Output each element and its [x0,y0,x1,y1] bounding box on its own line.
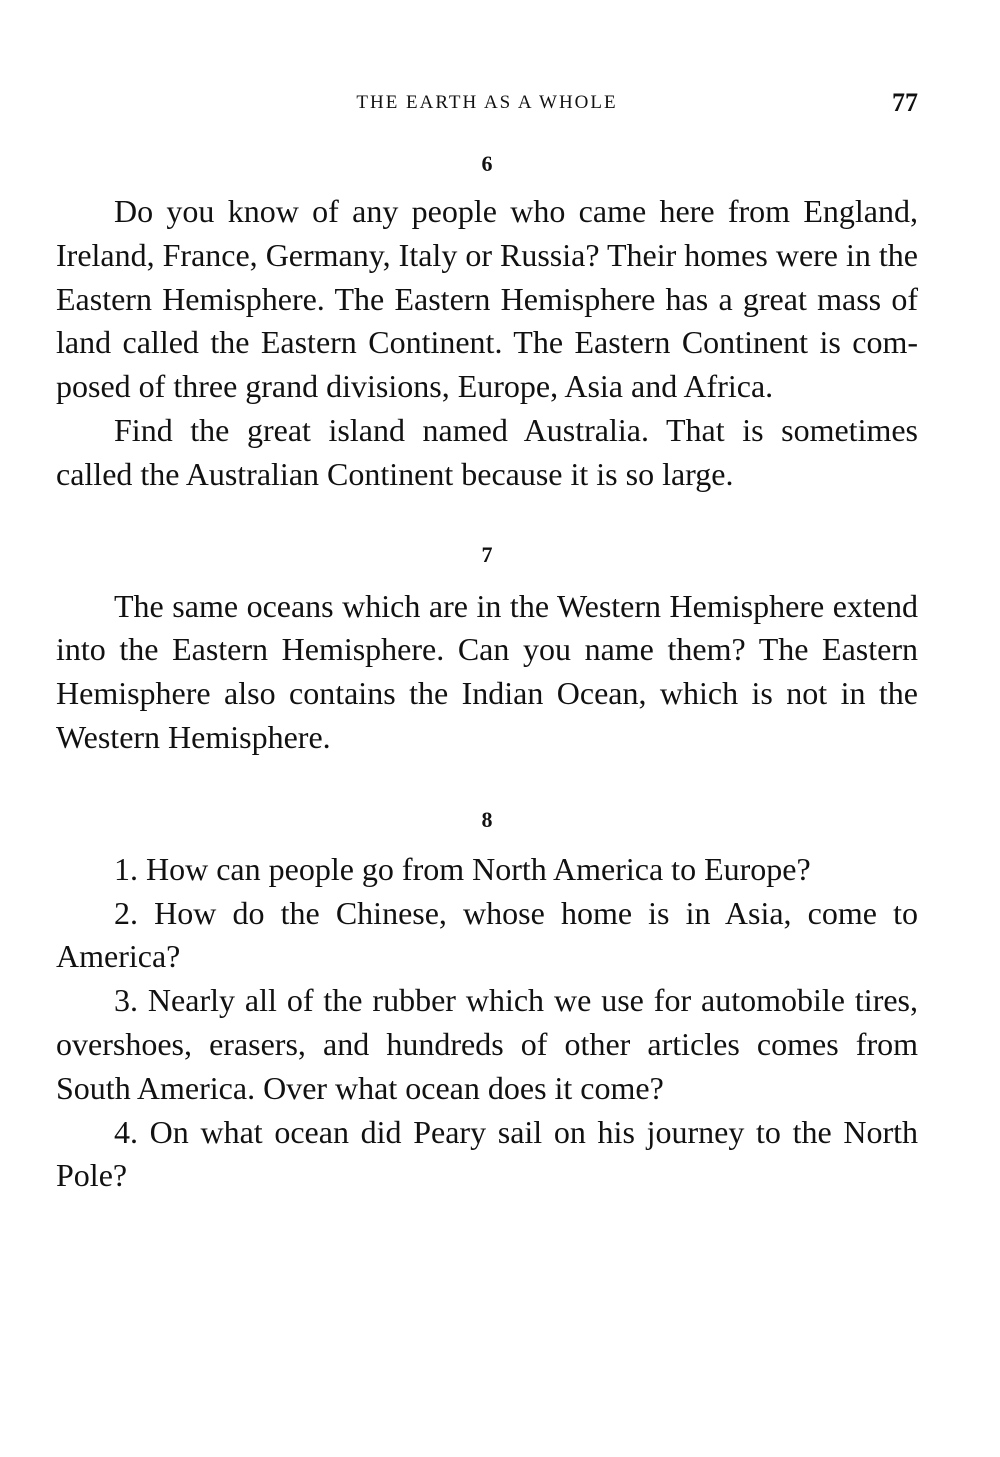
section-number-6: 6 [481,151,493,176]
section-7-paragraph-1: The same oceans which are in the Western Hemisphere extend into the Eastern Hemisphere. Can you name them? The Eastern Hemisphere also contains the Indian Ocean, which is not in the Western Hemisphere. [56,587,918,755]
question-3: 3. Nearly all of the rubber which we use for automobile tires, overshoes, erasers, and hundreds of other articles comes from South America. Over what ocean does it come? [56,982,918,1106]
body-text [56,148,918,1198]
section-number-7: 7 [481,541,493,567]
section-6-paragraph-2: Find the great island named Australia. That is sometimes called the Australian Continent because it is so large. [56,411,918,492]
question-1: 1. How can people go from North America to Europe? [114,850,811,887]
section-number-8: 8 [481,806,493,832]
question-2: 2. How do the Chinese, whose home is in Asia, come to America? [56,894,918,975]
running-head [56,88,918,122]
running-title: THE EARTH AS A WHOLE [356,92,618,113]
question-4: 4. On what ocean did Peary sail on his journey to the North Pole? [56,1113,918,1194]
section-6-paragraph-1: Do you know of any people who came here from England, Ireland, France, Germany, Italy or Russia? Their homes were in the Eastern Hemisphere. The Eastern Hemisphere has a great mass of land called the Eastern Continent. The Eastern Continent is composed of three grand divisions, Europe, Asia and Africa. [56,193,918,405]
page-number: 77 [892,88,918,117]
